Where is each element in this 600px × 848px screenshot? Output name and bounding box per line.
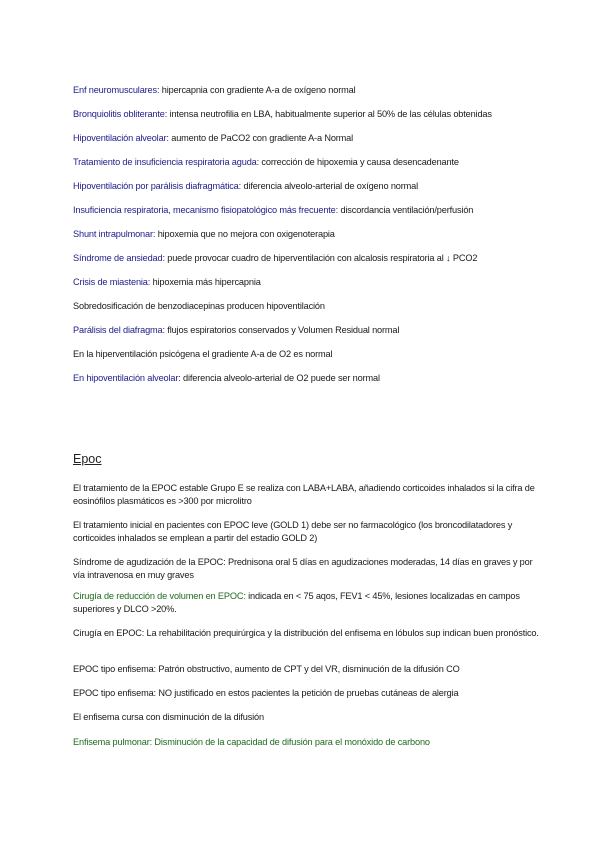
note-text: aumento de PaCO2 con gradiente A-a Normal (168, 133, 354, 143)
note-term: Crisis de miastenia: (73, 277, 151, 287)
note-text: Síndrome de agudización de la EPOC: Prednisona oral 5 días en agudizaciones moderadas, 14 días en graves y por vía intravenosa en muy graves (73, 557, 533, 580)
epoc-note (73, 736, 543, 749)
note-text: El tratamiento de la EPOC estable Grupo E se realiza con LABA+LABA, añadiendo corticoides inhalados si la cifra de eosinófilos plasmáticos es >300 por microlitro (73, 483, 535, 506)
note-text: EPOC tipo enfisema: NO justificado en estos pacientes la petición de pruebas cutáneas de alergia (73, 688, 459, 698)
note-term: Hipoventilación por parálisis diafragmática: (73, 181, 242, 191)
note-text: El tratamiento inicial en pacientes con EPOC leve (GOLD 1) debe ser no farmacológico (los broncodilatadores y corticoides inhalados se emplean a partir del estadio GOLD 2) (73, 520, 513, 543)
epoc-note (73, 482, 543, 508)
epoc-note (73, 519, 543, 545)
note-text: intensa neutrofilia en LBA, habitualmente superior al 50% de las células obtenidas (167, 109, 492, 119)
note-term: Síndrome de ansiedad: (73, 253, 165, 263)
note-line (73, 348, 543, 361)
epoc-note (73, 711, 543, 724)
note-term: Bronquiolitis obliterante: (73, 109, 168, 119)
note-line (73, 228, 543, 241)
section-title-epoc: Epoc (73, 452, 102, 466)
note-text: diferencia alveolo-arterial de O2 puede ser normal (180, 373, 380, 383)
note-line (73, 276, 543, 289)
note-line (73, 108, 543, 121)
note-line (73, 204, 543, 217)
note-text: Cirugía en EPOC: La rehabilitación prequirúrgica y la distribución del enfisema en lóbulos sup indican buen pronóstico. (73, 628, 539, 638)
note-text: discordancia ventilación/perfusión (338, 205, 474, 215)
note-text: Disminución de la capacidad de difusión para el monóxido de carbono (152, 737, 430, 747)
epoc-note (73, 663, 543, 676)
note-line (73, 180, 543, 193)
note-line (73, 324, 543, 337)
note-line (73, 132, 543, 145)
note-text: En la hiperventilación psicógena el gradiente A-a de O2 es normal (73, 349, 333, 359)
note-line (73, 156, 543, 169)
note-term: Enfisema pulmonar: (73, 737, 153, 747)
note-term: Cirugía de reducción de volumen en EPOC: (73, 591, 246, 601)
epoc-note (73, 556, 543, 582)
note-line (73, 84, 543, 97)
note-term: Hipoventilación alveolar: (73, 133, 169, 143)
note-term: Insuficiencia respiratoria, mecanismo fisiopatológico más frecuente: (73, 205, 339, 215)
epoc-note (73, 590, 543, 616)
note-line (73, 252, 543, 265)
note-term: Tratamiento de insuficiencia respiratoria aguda: (73, 157, 260, 167)
note-text: flujos espiratorios conservados y Volumen Residual normal (164, 325, 400, 335)
note-term: En hipoventilación alveolar: (73, 373, 181, 383)
epoc-note (73, 687, 543, 700)
note-text: El enfisema cursa con disminución de la difusión (73, 712, 264, 722)
note-term: Shunt intrapulmonar: (73, 229, 156, 239)
note-text: EPOC tipo enfisema: Patrón obstructivo, aumento de CPT y del VR, disminución de la difusión CO (73, 664, 460, 674)
note-term: Enf neuromusculares: (73, 85, 160, 95)
note-text: Sobredosificación de benzodiacepinas producen hipoventilación (73, 301, 325, 311)
note-text: diferencia alveolo-arterial de oxígeno normal (241, 181, 419, 191)
note-term: Parálisis del diafragma: (73, 325, 165, 335)
note-text: hipercapnia con gradiente A-a de oxígeno normal (159, 85, 356, 95)
note-line (73, 300, 543, 313)
note-line (73, 372, 543, 385)
epoc-note (73, 627, 543, 640)
note-text: hipoxemia que no mejora con oxigenoterapia (155, 229, 335, 239)
note-text: hipoxemia más hipercapnia (150, 277, 261, 287)
note-text: indicada en < 75 aqos, FEV1 < 45%, lesiones localizadas en campos superiores y DLCO >20%. (73, 591, 520, 614)
note-text: puede provocar cuadro de hiperventilación con alcalosis respiratoria al ↓ PCO2 (164, 253, 478, 263)
note-text: corrección de hipoxemia y causa desencadenante (259, 157, 459, 167)
